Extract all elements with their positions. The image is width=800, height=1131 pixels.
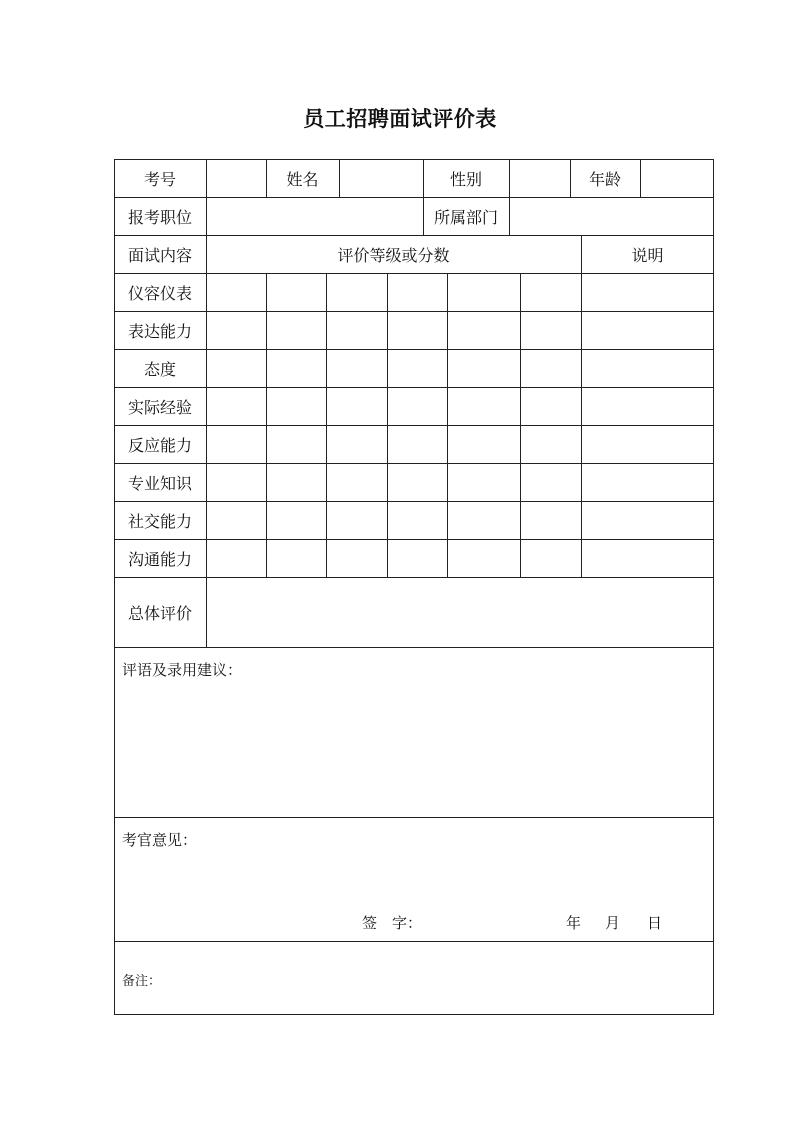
row-divider	[114, 817, 714, 818]
age-field[interactable]	[640, 159, 714, 197]
column-divider	[326, 273, 327, 577]
row-divider	[114, 463, 714, 464]
row-divider	[114, 197, 714, 198]
position-field[interactable]	[206, 197, 423, 235]
row-divider	[114, 273, 714, 274]
examiner-opinion-label: 考官意见：	[122, 831, 198, 849]
overall-evaluation-field[interactable]	[206, 577, 714, 647]
column-divider	[447, 273, 448, 577]
note-label: 说明	[631, 245, 664, 265]
comments-field[interactable]	[114, 647, 714, 817]
table-border	[713, 159, 714, 1015]
item-communication: 沟通能力	[127, 549, 192, 569]
name-field[interactable]	[339, 159, 423, 197]
interview-evaluation-table	[114, 159, 714, 1015]
interview-content-label: 面试内容	[127, 245, 192, 265]
row-divider	[114, 349, 714, 350]
month-label: 月	[605, 914, 621, 932]
gender-field[interactable]	[509, 159, 570, 197]
column-divider	[509, 159, 510, 235]
column-divider	[423, 159, 424, 235]
table-border	[114, 159, 115, 1015]
year-label: 年	[566, 914, 582, 932]
item-social: 社交能力	[127, 511, 192, 531]
row-divider	[114, 577, 714, 578]
overall-evaluation-label: 总体评价	[127, 603, 192, 623]
form-title: 员工招聘面试评价表	[303, 107, 497, 131]
row-divider	[114, 647, 714, 648]
item-knowledge: 专业知识	[127, 473, 192, 493]
row-divider	[114, 235, 714, 236]
column-divider	[640, 159, 641, 197]
column-divider	[206, 159, 207, 647]
row-divider	[114, 387, 714, 388]
table-border	[114, 1014, 714, 1015]
row-divider	[114, 539, 714, 540]
item-reaction: 反应能力	[127, 435, 192, 455]
column-divider	[520, 273, 521, 577]
item-appearance: 仪容仪表	[127, 283, 192, 303]
position-label: 报考职位	[127, 207, 192, 227]
column-divider	[339, 159, 340, 197]
row-divider	[114, 941, 714, 942]
signature-label: 签 字：	[362, 914, 423, 932]
exam-no-label: 考号	[143, 169, 176, 189]
column-divider	[266, 159, 267, 197]
column-divider	[570, 159, 571, 197]
column-divider	[581, 235, 582, 577]
day-label: 日	[647, 914, 663, 932]
item-experience: 实际经验	[127, 397, 192, 417]
remarks-label: 备注：	[122, 974, 162, 989]
row-divider	[114, 311, 714, 312]
row-divider	[114, 501, 714, 502]
item-expression: 表达能力	[127, 321, 192, 341]
column-divider	[387, 273, 388, 577]
department-label: 所属部门	[433, 207, 498, 227]
column-divider	[266, 273, 267, 577]
exam-no-field[interactable]	[206, 159, 266, 197]
item-attitude: 态度	[143, 359, 176, 379]
age-label: 年龄	[588, 169, 621, 189]
remarks-field[interactable]	[114, 941, 714, 1015]
grade-or-score-label: 评价等级或分数	[337, 245, 450, 265]
comments-label: 评语及录用建议：	[122, 661, 243, 679]
table-border	[114, 159, 714, 160]
row-divider	[114, 425, 714, 426]
name-label: 姓名	[286, 169, 319, 189]
department-field[interactable]	[509, 197, 714, 235]
gender-label: 性别	[449, 169, 482, 189]
